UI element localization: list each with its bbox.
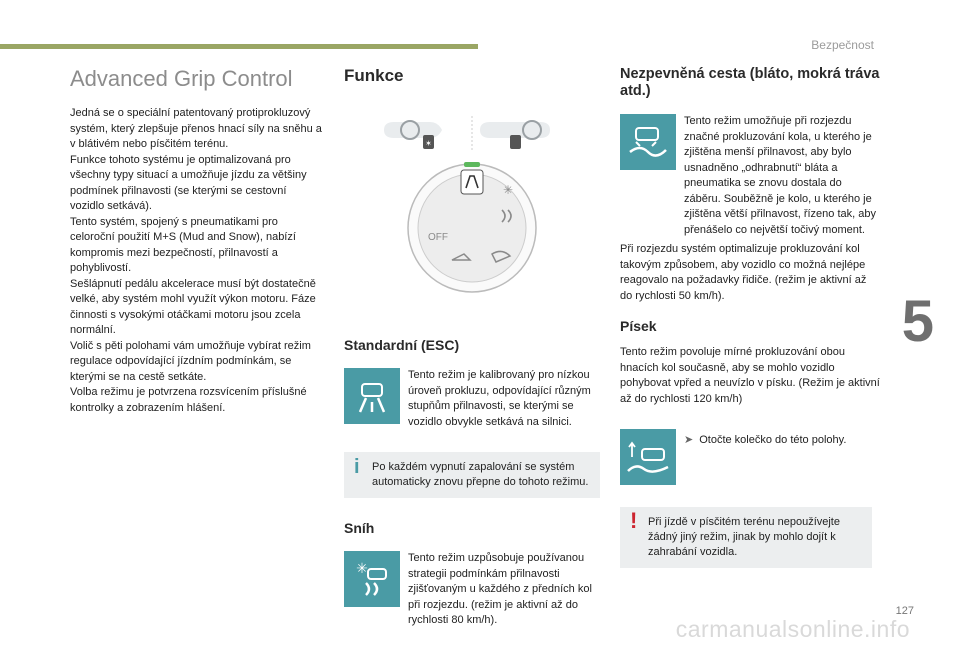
modes-column: [620, 66, 880, 568]
snow-mode-row: [344, 551, 600, 629]
mud-mode-row: [620, 114, 880, 238]
page-title: Advanced Grip Control: [70, 66, 293, 91]
dashboard-lamp-icon: [384, 121, 442, 149]
sand-mode-text: Tento režim povoluje mírné prokluzování obou hnacích kol současně, aby se mohlo vozidlo pohybovat vpřed a neuvízlo v písku. (Režim je aktivní až do rychlosti 120 km/h): [620, 346, 880, 405]
standard-mode-row: [344, 368, 600, 430]
warning-icon: !: [630, 508, 638, 533]
mud-mode-text-2: Při rozjezdu systém optimalizuje prokluzování kol takovým způsobem, aby vozidlo co možná nejlépe reagovalo na požadavky řidiče. (režim je aktivní až do rychlosti 50 km/h).: [620, 243, 867, 302]
dashboard-lamp-icon: [480, 121, 550, 149]
grip-control-dial-illustration: [344, 102, 600, 298]
page-number: 127: [895, 605, 914, 617]
intro-paragraph: Volba režimu je potvrzena rozsvícením příslušné kontrolky a zobrazením hlášení.: [70, 386, 307, 414]
mud-mode-text: Tento režim umožňuje při rozjezdu značné prokluzování kola, u kterého je zjištěna menší přilnavost, aby bylo usnadněno „odhrabnutí“ bláta a pneumatika se znovu dostala do záběru. Souběžně je kolo, u kterého je zjištěna větší přilnavost, řízeno tak, aby přenášelo co největší točivý moment.: [684, 115, 876, 236]
svg-text:✳: ✳: [356, 561, 368, 577]
snow-mode-icon: [344, 551, 400, 607]
functions-heading: Funkce: [344, 66, 404, 85]
info-icon: i: [354, 456, 360, 478]
intro-paragraph: Tento systém, spojený s pneumatikami pro celoroční použití M+S (Mud and Snow), nabízí kompromis mezi bezpečností, přilnavostí a pohyblivostí.: [70, 215, 296, 274]
section-name: Bezpečnost: [811, 38, 874, 52]
mode-selector-dial: [408, 162, 536, 292]
mud-mode-heading: Nezpevněná cesta (bláto, mokrá tráva atd.): [620, 66, 880, 99]
watermark: carmanualsonline.info: [675, 616, 910, 642]
info-note: [344, 452, 600, 498]
arrow-right-icon: ➤: [684, 434, 694, 446]
dial-off-label: OFF: [428, 232, 448, 243]
standard-mode-text: Tento režim je kalibrovaný pro nízkou úroveň prokluzu, odpovídající různým stupňům přilnavosti, se kterými se vozidlo obvykle setkává na silnici.: [408, 369, 591, 428]
intro-paragraph: Funkce tohoto systému je optimalizovaná pro všechny typy situací a umožňuje jízdu za většiny podmínek přilnavosti (se kterými se cestovní vozidlo setkává).: [70, 153, 307, 212]
mud-mode-icon: [620, 114, 676, 170]
sand-mode-heading: Písek: [620, 318, 657, 334]
header-bar: [0, 44, 478, 49]
warning-note-text: Při jízdě v písčitém terénu nepoužívejte žádný jiný režim, jinak by mohlo dojít k zahrabání vozidla.: [648, 516, 840, 558]
snow-mode-text: Tento režim uzpůsobuje používanou strategii podmínkám přilnavosti zjišťovaným u každého z předních kol při rozjezdu. (režim je aktivní až do rychlosti 80 km/h).: [408, 552, 592, 626]
intro-column: [70, 66, 322, 416]
info-note-text: Po každém vypnutí zapalování se systém automaticky znovu přepne do tohoto režimu.: [372, 461, 589, 488]
chapter-number: 5: [901, 289, 934, 354]
sand-mode-step: [684, 429, 880, 485]
svg-text:✳: ✳: [502, 183, 514, 197]
standard-mode-icon: [344, 368, 400, 424]
functions-column: [344, 66, 600, 629]
sand-mode-icon: [620, 429, 676, 485]
svg-text:✶: ✶: [425, 139, 432, 148]
intro-paragraph: Volič s pěti polohami vám umožňuje vybírat režim regulace odpovídající jízdním podmínkám, se kterými se na cestě setkáte.: [70, 339, 311, 383]
warning-note: [620, 507, 872, 568]
sand-mode-step-text: Otočte kolečko do této polohy.: [699, 434, 847, 446]
intro-paragraph: Jedná se o speciální patentovaný protiprokluzový systém, který zlepšuje přenos hnací síly na sněhu a v blátivém nebo písčitém terénu.: [70, 107, 322, 150]
standard-mode-heading: Standardní (ESC): [344, 337, 460, 353]
sand-mode-row: [620, 429, 880, 485]
intro-paragraph: Sešlápnutí pedálu akcelerace musí být dostatečně velké, aby systém mohl využít výkon motoru. Fáze činnosti s vysokými otáčkami motoru jsou zcela normální.: [70, 277, 316, 336]
snow-mode-heading: Sníh: [344, 520, 375, 536]
